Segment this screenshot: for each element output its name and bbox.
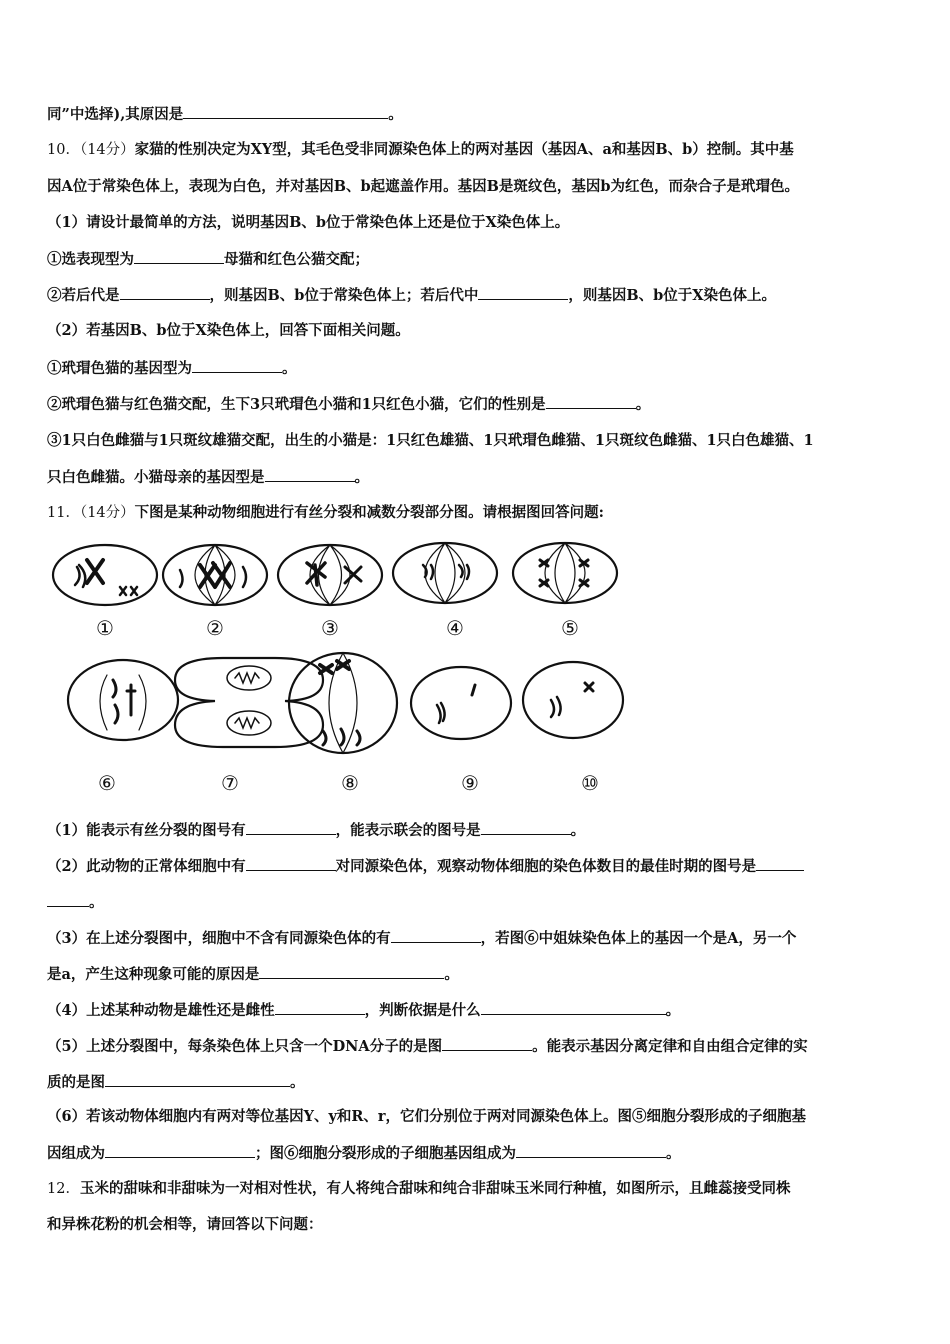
answer-blank[interactable] [275, 1000, 365, 1015]
q11-line-1 [47, 503, 907, 523]
figure-label-10: ⑩ [581, 771, 599, 795]
figure-label-2: ② [206, 616, 224, 640]
text: ③1只白色雌猫与1只斑纹雄猫交配，出生的小猫是：1只红色雄猫、1只玳瑁色雌猫、1只斑纹色雌猫、1只白色雄猫、1 [47, 432, 814, 449]
q10-part2 [47, 321, 907, 341]
q11-part1 [47, 820, 907, 841]
figure-label-8: ⑧ [341, 771, 359, 795]
cell-division-figure [45, 535, 665, 805]
question-score: （14分） [79, 505, 135, 521]
answer-blank[interactable] [246, 856, 336, 871]
text: ，若图⑥中姐妹染色体上的基因一个是A，另一个 [480, 930, 797, 947]
answer-blank[interactable] [478, 285, 568, 300]
answer-blank[interactable] [134, 249, 224, 264]
text: 。 [290, 1074, 305, 1091]
cell-9 [411, 667, 511, 739]
question-score: （14分） [79, 142, 135, 158]
q11-part2-cont [47, 892, 907, 913]
q12-line-2 [47, 1215, 907, 1235]
q10-line-1 [47, 140, 907, 160]
question-number: 12． [47, 1181, 80, 1197]
text: ②玳瑁色猫与红色猫交配，生下3只玳瑁色小猫和1只红色小猫，它们的性别是 [47, 396, 546, 413]
q11-part6 [47, 1107, 907, 1127]
q11-part4 [47, 1000, 907, 1021]
answer-blank[interactable] [442, 1036, 532, 1051]
text: （5）上述分裂图中，每条染色体上只含一个DNA分子的是图 [47, 1038, 443, 1055]
text: ①玳瑁色猫的基因型为 [47, 360, 192, 377]
figure-label-5: ⑤ [561, 616, 579, 640]
text: （6）若该动物体细胞内有两对等位基因Y、y和R、r，它们分别位于两对同源染色体上。图⑤细胞分裂形成的子细胞基 [47, 1108, 807, 1125]
answer-blank[interactable] [246, 820, 336, 835]
q11-part3b [47, 964, 907, 985]
text: ；图⑥细胞分裂形成的子细胞基因组成为 [255, 1145, 516, 1162]
answer-blank[interactable] [481, 1000, 666, 1015]
answer-blank[interactable] [47, 892, 89, 907]
text: ②若后代是 [47, 287, 120, 304]
text: 质的是图 [47, 1074, 105, 1091]
figure-label-1: ① [96, 616, 114, 640]
text: （1）能表示有丝分裂的图号有 [47, 822, 246, 839]
q11-part3 [47, 928, 907, 949]
text: 。 [635, 396, 651, 413]
question-text: 因A位于常染色体上，表现为白色，并对基因B、b起遮盖作用。基因B是斑纹色，基因b为红色，而杂合子是玳瑁色。 [47, 178, 800, 195]
q10-part1b [47, 285, 907, 306]
text: 。 [89, 894, 104, 911]
q12-line-1 [47, 1179, 907, 1199]
cell-6 [68, 660, 178, 740]
answer-blank[interactable] [259, 964, 444, 979]
text: 。能表示基因分离定律和自由组合定律的实 [532, 1038, 808, 1055]
q10-part2a [47, 358, 907, 379]
text: 。 [665, 1002, 681, 1019]
question-number: 10． [47, 142, 80, 158]
answer-blank[interactable] [516, 1143, 666, 1158]
q11-part5b [47, 1072, 907, 1093]
part-text: （2）若基因B、b位于X染色体上，回答下面相关问题。 [47, 322, 410, 339]
q10-line-2 [47, 177, 907, 197]
figure-label-9: ⑨ [461, 771, 479, 795]
text: 只白色雌猫。小猫母亲的基因型是 [47, 469, 265, 486]
text: 是a，产生这种现象可能的原因是 [47, 966, 260, 983]
text: （3）在上述分裂图中，细胞中不含有同源染色体的有 [47, 930, 391, 947]
answer-blank[interactable] [546, 394, 636, 409]
line-1 [47, 104, 907, 125]
figure-label-6: ⑥ [98, 771, 116, 795]
q10-part2c [47, 431, 907, 451]
q10-part1 [47, 213, 907, 233]
text: 。 [388, 106, 403, 123]
text: 对同源染色体，观察动物体细胞的染色体数目的最佳时期的图号是 [335, 858, 757, 875]
text: 。 [354, 469, 369, 486]
q11-part2 [47, 856, 907, 877]
question-number: 11． [47, 505, 80, 521]
cell-10 [523, 662, 623, 738]
answer-blank[interactable] [105, 1143, 255, 1158]
cell-3 [278, 545, 382, 605]
cell-2 [163, 545, 267, 605]
cell-4 [393, 543, 497, 603]
answer-blank[interactable] [391, 928, 481, 943]
text: 。 [444, 966, 459, 983]
text: 。 [666, 1145, 681, 1162]
q11-part6b [47, 1143, 907, 1164]
figure-label-4: ④ [446, 616, 464, 640]
answer-blank[interactable] [265, 467, 355, 482]
text: （2）此动物的正常体细胞中有 [47, 858, 246, 875]
text: 母猫和红色公猫交配； [224, 251, 369, 268]
text: 。 [282, 360, 297, 377]
question-text: 家猫的性别决定为XY型，其毛色受非同源染色体上的两对基因（基因A、a和基因B、b）控制。其中基 [134, 141, 794, 158]
question-text: 和异株花粉的机会相等，请回答以下问题： [47, 1216, 323, 1233]
text: （4）上述某种动物是雄性还是雌性 [47, 1002, 275, 1019]
q10-part2b [47, 394, 907, 415]
answer-blank[interactable] [183, 104, 388, 119]
cell-5 [513, 543, 617, 603]
answer-blank[interactable] [120, 285, 210, 300]
answer-blank[interactable] [481, 820, 571, 835]
answer-blank[interactable] [192, 358, 282, 373]
q10-part1a [47, 249, 907, 270]
text: ①选表现型为 [47, 251, 134, 268]
figure-label-7: ⑦ [221, 771, 239, 795]
text: ，判断依据是什么 [364, 1002, 481, 1019]
text: 因组成为 [47, 1145, 105, 1162]
text: 同”中选择),其原因是 [47, 106, 184, 123]
part-text: （1）请设计最简单的方法，说明基因B、b位于常染色体上还是位于X染色体上。 [47, 214, 570, 231]
cell-8 [289, 653, 397, 753]
text: 。 [570, 822, 586, 839]
text: ，能表示联会的图号是 [335, 822, 481, 839]
text: ，则基因B、b位于常染色体上；若后代中 [209, 287, 479, 304]
question-text: 下图是某种动物细胞进行有丝分裂和减数分裂部分图。请根据图回答问题: [134, 504, 605, 521]
q11-part5 [47, 1036, 907, 1057]
cell-1 [53, 545, 157, 605]
answer-blank[interactable] [105, 1072, 290, 1087]
figure-label-3: ③ [321, 616, 339, 640]
answer-blank[interactable] [756, 856, 804, 871]
text: ，则基因B、b位于X染色体上。 [568, 287, 777, 304]
question-text: 玉米的甜味和非甜味为一对相对性状，有人将纯合甜味和纯合非甜味玉米同行种植，如图所示，且雌蕊接受同株 [79, 1180, 791, 1197]
q10-part2d [47, 467, 907, 488]
